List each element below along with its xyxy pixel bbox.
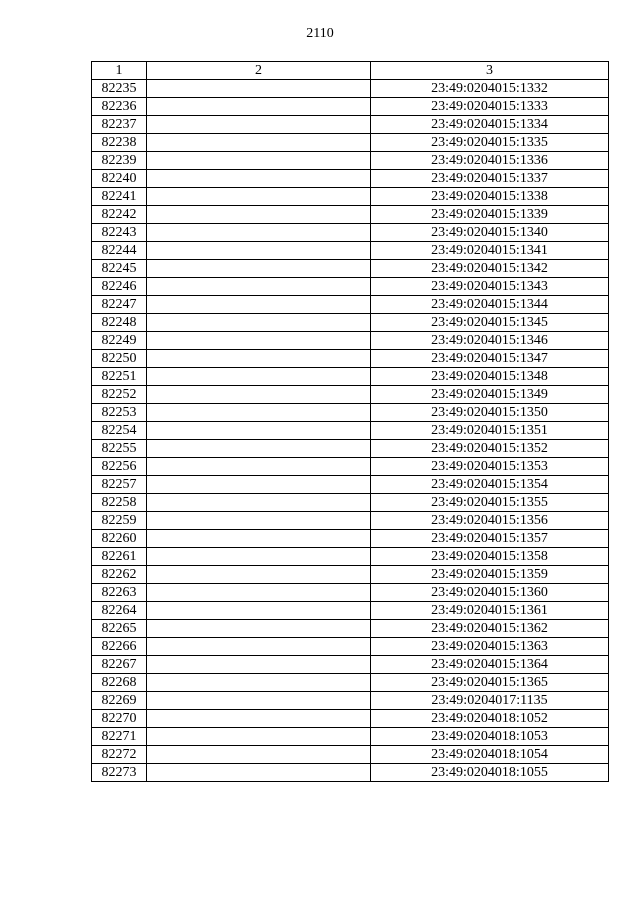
row-number-cell: 82248 [92,314,147,332]
table-row [92,692,609,710]
row-number-cell: 82251 [92,368,147,386]
table-row [92,278,609,296]
cadastral-number-cell: 23:49:0204015:1360 [371,584,609,602]
table-row [92,530,609,548]
empty-cell [147,728,371,746]
cadastral-number-cell: 23:49:0204015:1356 [371,512,609,530]
empty-cell [147,170,371,188]
column-header-1: 1 [92,62,147,80]
row-number-cell: 82273 [92,764,147,782]
table-row [92,566,609,584]
cadastral-number-cell: 23:49:0204015:1361 [371,602,609,620]
cadastral-number-cell: 23:49:0204015:1358 [371,548,609,566]
table-row [92,242,609,260]
cadastral-number-cell: 23:49:0204015:1350 [371,404,609,422]
table-row [92,584,609,602]
empty-cell [147,278,371,296]
table-row [92,764,609,782]
cadastral-number-cell: 23:49:0204015:1353 [371,458,609,476]
page-number: 2110 [306,26,334,41]
cadastral-number-cell: 23:49:0204015:1336 [371,152,609,170]
cadastral-number-cell: 23:49:0204017:1135 [371,692,609,710]
table-row [92,602,609,620]
cadastral-number-cell: 23:49:0204015:1343 [371,278,609,296]
row-number-cell: 82254 [92,422,147,440]
table-row [92,188,609,206]
empty-cell [147,404,371,422]
table-row [92,458,609,476]
row-number-cell: 82268 [92,674,147,692]
row-number-cell: 82265 [92,620,147,638]
table-row [92,746,609,764]
row-number-cell: 82267 [92,656,147,674]
row-number-cell: 82261 [92,548,147,566]
empty-cell [147,224,371,242]
empty-cell [147,134,371,152]
cadastral-number-cell: 23:49:0204018:1055 [371,764,609,782]
empty-cell [147,476,371,494]
header-row [92,62,609,80]
cadastral-number-cell: 23:49:0204015:1341 [371,242,609,260]
empty-cell [147,584,371,602]
row-number-cell: 82249 [92,332,147,350]
cadastral-number-cell: 23:49:0204015:1365 [371,674,609,692]
cadastral-number-cell: 23:49:0204015:1346 [371,332,609,350]
cadastral-number-cell: 23:49:0204018:1054 [371,746,609,764]
cadastral-number-cell: 23:49:0204015:1333 [371,98,609,116]
empty-cell [147,494,371,512]
table-row [92,404,609,422]
empty-cell [147,710,371,728]
empty-cell [147,512,371,530]
row-number-cell: 82253 [92,404,147,422]
empty-cell [147,746,371,764]
table-row [92,656,609,674]
empty-cell [147,530,371,548]
column-header-2: 2 [147,62,371,80]
empty-cell [147,674,371,692]
row-number-cell: 82242 [92,206,147,224]
row-number-cell: 82272 [92,746,147,764]
cadastral-number-cell: 23:49:0204015:1344 [371,296,609,314]
cadastral-number-cell: 23:49:0204015:1345 [371,314,609,332]
row-number-cell: 82238 [92,134,147,152]
table-row [92,170,609,188]
empty-cell [147,656,371,674]
empty-cell [147,260,371,278]
row-number-cell: 82269 [92,692,147,710]
row-number-cell: 82264 [92,602,147,620]
empty-cell [147,692,371,710]
empty-cell [147,206,371,224]
cadastral-number-cell: 23:49:0204015:1347 [371,350,609,368]
cadastral-number-cell: 23:49:0204015:1351 [371,422,609,440]
row-number-cell: 82246 [92,278,147,296]
cadastral-number-cell: 23:49:0204015:1337 [371,170,609,188]
empty-cell [147,638,371,656]
row-number-cell: 82262 [92,566,147,584]
table-row [92,674,609,692]
table-row [92,728,609,746]
row-number-cell: 82257 [92,476,147,494]
table-row [92,386,609,404]
row-number-cell: 82244 [92,242,147,260]
table-row [92,638,609,656]
cadastral-number-cell: 23:49:0204015:1363 [371,638,609,656]
table-row [92,80,609,98]
cadastral-number-cell: 23:49:0204015:1339 [371,206,609,224]
row-number-cell: 82255 [92,440,147,458]
row-number-cell: 82270 [92,710,147,728]
row-number-cell: 82256 [92,458,147,476]
table-row [92,152,609,170]
row-number-cell: 82236 [92,98,147,116]
empty-cell [147,242,371,260]
row-number-cell: 82240 [92,170,147,188]
table-row [92,260,609,278]
cadastral-number-cell: 23:49:0204018:1053 [371,728,609,746]
row-number-cell: 82271 [92,728,147,746]
table-row [92,476,609,494]
cadastral-number-cell: 23:49:0204015:1359 [371,566,609,584]
row-number-cell: 82263 [92,584,147,602]
empty-cell [147,350,371,368]
cadastral-number-cell: 23:49:0204015:1342 [371,260,609,278]
empty-cell [147,422,371,440]
data-table [91,61,609,782]
cadastral-number-cell: 23:49:0204015:1334 [371,116,609,134]
row-number-cell: 82266 [92,638,147,656]
row-number-cell: 82235 [92,80,147,98]
empty-cell [147,440,371,458]
table-row [92,710,609,728]
empty-cell [147,764,371,782]
cadastral-number-cell: 23:49:0204015:1340 [371,224,609,242]
cadastral-number-cell: 23:49:0204015:1362 [371,620,609,638]
empty-cell [147,116,371,134]
empty-cell [147,620,371,638]
empty-cell [147,152,371,170]
table-row [92,314,609,332]
table-row [92,206,609,224]
row-number-cell: 82247 [92,296,147,314]
row-number-cell: 82260 [92,530,147,548]
table-row [92,620,609,638]
table-row [92,332,609,350]
row-number-cell: 82258 [92,494,147,512]
cadastral-number-cell: 23:49:0204015:1335 [371,134,609,152]
empty-cell [147,458,371,476]
row-number-cell: 82245 [92,260,147,278]
cadastral-number-cell: 23:49:0204015:1348 [371,368,609,386]
table-row [92,512,609,530]
empty-cell [147,188,371,206]
cadastral-number-cell: 23:49:0204015:1352 [371,440,609,458]
empty-cell [147,98,371,116]
table-row [92,422,609,440]
table-row [92,116,609,134]
row-number-cell: 82243 [92,224,147,242]
table-header [92,62,609,80]
table-row [92,296,609,314]
table-row [92,134,609,152]
row-number-cell: 82252 [92,386,147,404]
table-row [92,548,609,566]
empty-cell [147,368,371,386]
cadastral-number-cell: 23:49:0204015:1355 [371,494,609,512]
table-body [92,80,609,782]
column-header-3: 3 [371,62,609,80]
row-number-cell: 82259 [92,512,147,530]
cadastral-number-cell: 23:49:0204018:1052 [371,710,609,728]
cadastral-number-cell: 23:49:0204015:1338 [371,188,609,206]
table-row [92,368,609,386]
row-number-cell: 82237 [92,116,147,134]
empty-cell [147,332,371,350]
cadastral-number-cell: 23:49:0204015:1364 [371,656,609,674]
empty-cell [147,566,371,584]
cadastral-number-cell: 23:49:0204015:1349 [371,386,609,404]
table-row [92,494,609,512]
table-row [92,224,609,242]
row-number-cell: 82239 [92,152,147,170]
cadastral-number-cell: 23:49:0204015:1354 [371,476,609,494]
row-number-cell: 82241 [92,188,147,206]
empty-cell [147,80,371,98]
empty-cell [147,314,371,332]
empty-cell [147,296,371,314]
table-row [92,440,609,458]
empty-cell [147,548,371,566]
table-row [92,98,609,116]
empty-cell [147,602,371,620]
table-row [92,350,609,368]
row-number-cell: 82250 [92,350,147,368]
cadastral-number-cell: 23:49:0204015:1332 [371,80,609,98]
empty-cell [147,386,371,404]
cadastral-number-cell: 23:49:0204015:1357 [371,530,609,548]
